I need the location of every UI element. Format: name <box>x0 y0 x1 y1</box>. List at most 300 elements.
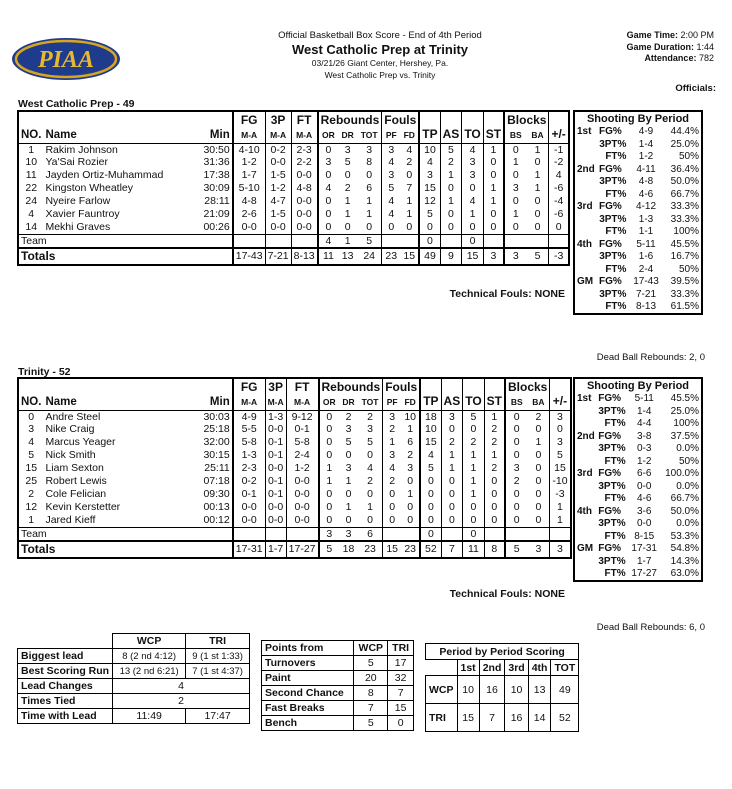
player-min: 31:36 <box>203 156 230 169</box>
stat-label: 3PT% <box>599 176 627 188</box>
period-scoring-table <box>425 643 579 732</box>
player-plus-minus: 0 <box>549 221 569 234</box>
player-ft: 0-0 <box>286 514 318 527</box>
player-fd: 2 <box>406 156 413 169</box>
stat-label: FT% <box>604 568 626 579</box>
player-ba: 0 <box>535 449 542 462</box>
period-name: 2nd <box>577 163 595 175</box>
stat-made-attempted: 1-3 <box>638 213 654 225</box>
period-label <box>574 164 599 177</box>
player-number: 4 <box>28 436 35 449</box>
col-or: OR <box>318 129 339 143</box>
stat-percentage: 36.4% <box>670 163 699 175</box>
totals-or: 5 <box>319 541 340 558</box>
stat-made-attempted: 17-31 <box>631 543 657 555</box>
stat-percentage: 100% <box>673 418 699 430</box>
stat-percentage: 66.7% <box>670 188 699 200</box>
totals-bs: 5 <box>505 541 527 558</box>
stat-percentage: 14.3% <box>670 555 699 567</box>
player-name: Cole Felician <box>45 488 107 501</box>
col-fg-ma: M-A <box>233 129 265 143</box>
box-score-table <box>17 110 570 266</box>
shooting-row <box>574 139 702 152</box>
player-plus-minus: 5 <box>550 449 571 462</box>
stat-percentage: 37.5% <box>670 430 699 442</box>
player-number: 1 <box>28 143 35 156</box>
player-dr: 1 <box>344 195 351 208</box>
player-fd: 2 <box>407 449 414 462</box>
period-label <box>574 239 599 252</box>
col-fouls: Fouls <box>382 111 420 129</box>
stat-percentage: 54.8% <box>670 543 699 555</box>
player-as: 1 <box>441 462 463 475</box>
player-st: 0 <box>483 156 504 169</box>
stat-made-attempted: 8-15 <box>634 530 655 542</box>
player-or: 0 <box>319 449 340 462</box>
shooting-row <box>574 493 702 506</box>
lead-changes-value: 4 <box>113 679 250 694</box>
player-number: 1 <box>28 514 35 526</box>
col-no: NO. <box>21 396 42 409</box>
lead-changes-label: Lead Changes <box>18 679 113 694</box>
stat-label: FT% <box>604 455 626 467</box>
player-fd: 1 <box>407 423 414 436</box>
period-team: TRI <box>426 704 458 732</box>
player-tp: 3 <box>419 169 440 182</box>
venue-line: 03/21/26 Giant Center, Hershey, Pa. <box>311 58 449 68</box>
player-st: 0 <box>483 169 504 182</box>
points-tri: 15 <box>388 701 414 716</box>
player-fd: 1 <box>406 195 413 208</box>
team-to: 0 <box>462 234 483 248</box>
period-name: 1st <box>577 126 592 138</box>
stat-label: FT% <box>605 263 627 275</box>
totals-as: 7 <box>441 541 463 558</box>
col-3p-ma: M-A <box>265 396 286 410</box>
player-dr: 2 <box>344 182 351 195</box>
team-label-wcp: West Catholic Prep - 49 <box>18 98 135 110</box>
col-pf: PF <box>382 129 400 143</box>
stat-percentage: 100% <box>673 226 699 238</box>
times-tied-value: 2 <box>113 694 250 709</box>
player-pf: 0 <box>383 488 401 501</box>
player-fd: 0 <box>406 169 413 182</box>
player-min: 00:13 <box>203 501 230 514</box>
duration-label: Game Duration: <box>626 41 694 52</box>
period-label <box>574 468 598 481</box>
player-tp: 10 <box>419 143 440 156</box>
player-min: 30:15 <box>203 449 230 462</box>
shooting-row <box>574 468 702 481</box>
player-bs: 1 <box>504 208 526 221</box>
period-name: 3rd <box>577 468 593 480</box>
player-row <box>18 462 571 475</box>
totals-pts: 49 <box>419 248 440 265</box>
shooting-row <box>574 214 702 227</box>
player-name: Xavier Fauntroy <box>45 208 120 221</box>
stat-percentage: 33.3% <box>670 288 699 300</box>
shooting-row <box>574 151 702 164</box>
stat-label: 3PT% <box>599 251 627 263</box>
totals-fg: 17-43 <box>233 248 265 265</box>
stat-made-attempted: 5-11 <box>634 393 654 405</box>
player-as: 0 <box>441 514 463 527</box>
player-row <box>18 423 571 436</box>
col-tp: TP <box>419 111 440 143</box>
player-number: 15 <box>25 462 38 475</box>
player-dr: 3 <box>344 143 351 156</box>
player-number: 12 <box>25 501 38 514</box>
dead-ball-rebounds-wcp: Dead Ball Rebounds: 2, 0 <box>596 352 705 363</box>
time-with-lead-wcp: 11:49 <box>113 709 186 724</box>
player-as: 0 <box>441 501 463 514</box>
player-tot: 6 <box>366 182 373 195</box>
player-to: 1 <box>463 475 484 488</box>
team-tp: 0 <box>419 234 440 248</box>
player-number: 3 <box>28 423 35 436</box>
stat-percentage: 0.0% <box>676 518 699 530</box>
stat-made-attempted: 1-4 <box>636 405 652 417</box>
biggest-lead-wcp: 8 (2 nd 4:12) <box>113 649 186 664</box>
player-fg: 5-5 <box>233 423 265 436</box>
player-ft: 5-8 <box>286 436 318 449</box>
player-bs: 0 <box>504 195 526 208</box>
player-tp: 0 <box>420 501 441 514</box>
player-min: 00:26 <box>203 221 230 233</box>
stat-percentage: 50% <box>678 151 699 163</box>
points-row <box>262 671 414 686</box>
player-row <box>18 410 571 423</box>
col-fd: FD <box>403 130 415 141</box>
totals-as: 9 <box>440 248 462 265</box>
player-dr: 0 <box>345 449 352 462</box>
player-number: 25 <box>25 475 38 488</box>
player-or: 0 <box>318 221 339 234</box>
period-name: 3rd <box>577 201 593 213</box>
player-dr: 0 <box>344 221 351 233</box>
player-st: 0 <box>483 208 504 221</box>
col-ft: FT <box>286 378 318 396</box>
stat-label: 3PT% <box>598 443 626 455</box>
best-run-wcp: 13 (2 nd 6:21) <box>113 664 186 679</box>
player-ba: 0 <box>534 208 541 221</box>
player-row <box>18 143 569 156</box>
player-bs: 0 <box>505 410 527 423</box>
player-row <box>18 208 569 221</box>
stat-percentage: 63.0% <box>670 568 699 579</box>
stat-percentage: 39.5% <box>670 276 699 288</box>
player-pf: 0 <box>383 514 401 527</box>
totals-pts: 52 <box>420 541 441 558</box>
player-ba: 1 <box>534 182 541 195</box>
player-or: 1 <box>319 462 340 475</box>
player-fd: 0 <box>406 221 413 233</box>
team-tot: 6 <box>367 527 373 540</box>
totals-fg: 17-31 <box>233 541 265 558</box>
col-wcp: WCP <box>113 634 186 649</box>
totals-st: 8 <box>484 541 505 558</box>
player-pf: 4 <box>382 208 400 221</box>
team-tp: 0 <box>420 527 441 541</box>
team-or: 4 <box>318 234 339 248</box>
points-tri: 17 <box>388 656 414 671</box>
player-ba: 0 <box>535 475 542 488</box>
totals-pf: 23 <box>382 248 400 265</box>
player-pf: 2 <box>383 423 401 436</box>
team-tot: 5 <box>366 234 373 247</box>
player-as: 0 <box>441 488 463 501</box>
player-tp: 10 <box>420 423 441 436</box>
player-tot: 0 <box>367 449 373 462</box>
stat-label: 3PT% <box>599 288 627 300</box>
player-ft: 0-0 <box>286 475 318 488</box>
player-bs: 3 <box>505 462 527 475</box>
player-to: 0 <box>462 182 483 195</box>
matchup-title: West Catholic Prep at Trinity <box>291 42 469 57</box>
col-tp: TP <box>420 378 441 410</box>
team-row-label: Team <box>21 527 47 540</box>
stat-label: 3PT% <box>598 555 626 567</box>
player-ft: 0-0 <box>291 221 318 234</box>
player-plus-minus: -2 <box>549 156 569 169</box>
col-blocks: Blocks <box>504 111 549 129</box>
period-label <box>574 543 598 556</box>
player-ba: 1 <box>534 169 541 182</box>
shooting-row <box>574 393 702 406</box>
player-min: 30:50 <box>203 143 230 156</box>
stat-percentage: 50.0% <box>670 505 699 517</box>
points-row <box>262 656 414 671</box>
player-min: 32:00 <box>203 436 230 449</box>
player-plus-minus: 4 <box>549 169 569 182</box>
col-ba: BA <box>532 397 545 408</box>
stat-label: 3PT% <box>598 405 626 417</box>
shooting-row <box>574 251 702 264</box>
player-3p: 0-1 <box>265 436 286 449</box>
player-ba: 0 <box>535 423 542 436</box>
player-or: 0 <box>319 488 340 501</box>
box-score-header <box>230 30 530 81</box>
period-name: 4th <box>577 505 592 517</box>
col-or: OR <box>319 396 340 410</box>
player-fd: 0 <box>407 475 414 488</box>
stat-percentage: 100.0% <box>665 468 699 480</box>
period-label <box>574 201 599 214</box>
shooting-table <box>573 377 703 582</box>
player-st: 0 <box>483 221 504 234</box>
stat-made-attempted: 4-6 <box>638 188 654 200</box>
totals-ft: 17-27 <box>286 541 318 558</box>
player-plus-minus: -6 <box>549 208 569 221</box>
player-tp: 0 <box>420 514 441 527</box>
player-as: 0 <box>441 423 463 436</box>
col-3p: 3P <box>265 378 286 396</box>
player-to: 2 <box>463 436 484 449</box>
player-plus-minus: 1 <box>550 501 571 514</box>
shooting-row <box>574 518 702 531</box>
period-label <box>574 431 598 444</box>
player-row <box>18 449 571 462</box>
player-tot: 1 <box>366 195 373 208</box>
player-row <box>18 488 571 501</box>
team-row-label: Team <box>21 234 47 247</box>
player-ft: 2-2 <box>291 156 318 169</box>
player-min: 30:09 <box>203 182 230 195</box>
times-tied-label: Times Tied <box>18 694 113 709</box>
stat-made-attempted: 17-43 <box>633 276 659 288</box>
player-or: 0 <box>319 436 340 449</box>
totals-row <box>18 248 569 265</box>
points-wcp: 7 <box>354 701 388 716</box>
player-min: 25:11 <box>204 462 230 475</box>
totals-tot: 23 <box>364 543 376 556</box>
stat-made-attempted: 17-27 <box>631 568 657 579</box>
time-with-lead-tri: 17:47 <box>186 709 250 724</box>
player-name: Nyeire Farlow <box>45 195 111 208</box>
player-st: 1 <box>483 182 504 195</box>
player-dr: 0 <box>344 169 351 182</box>
player-tot: 4 <box>367 462 373 475</box>
dead-ball-rebounds-trinity: Dead Ball Rebounds: 6, 0 <box>596 622 705 633</box>
stat-made-attempted: 0-3 <box>636 443 652 455</box>
player-ba: 0 <box>534 195 541 208</box>
col-st: ST <box>483 111 504 143</box>
points-tri: 0 <box>388 716 414 731</box>
player-bs: 0 <box>504 169 526 182</box>
player-tot: 2 <box>367 475 373 488</box>
player-as: 0 <box>440 208 462 221</box>
stat-label: 3PT% <box>598 518 626 530</box>
stat-percentage: 33.3% <box>670 213 699 225</box>
col-fd: FD <box>404 397 416 408</box>
player-fg: 5-10 <box>233 182 265 195</box>
stat-label: FT% <box>604 493 626 505</box>
player-or: 3 <box>318 156 339 169</box>
player-to: 4 <box>462 195 483 208</box>
player-3p: 1-5 <box>265 208 291 221</box>
shooting-row <box>574 531 702 544</box>
period-score: 14 <box>528 704 551 732</box>
player-fd: 3 <box>407 462 414 475</box>
player-plus-minus: -10 <box>550 475 571 488</box>
player-number: 0 <box>28 410 35 423</box>
player-tot: 0 <box>367 514 373 526</box>
player-tp: 4 <box>419 156 440 169</box>
stat-label: FT% <box>605 301 627 312</box>
team-to: 0 <box>463 527 484 541</box>
stat-percentage: 33.3% <box>670 201 699 213</box>
stat-made-attempted: 7-21 <box>635 288 656 300</box>
player-fg: 2-3 <box>233 462 265 475</box>
player-to: 5 <box>463 410 484 423</box>
player-bs: 0 <box>504 221 526 234</box>
player-ba: 1 <box>534 143 541 156</box>
stat-made-attempted: 2-4 <box>638 263 654 275</box>
player-number: 5 <box>28 449 35 462</box>
totals-pm: 3 <box>550 541 571 558</box>
shooting-table <box>573 110 703 315</box>
points-label: Paint <box>262 671 354 686</box>
player-dr: 0 <box>345 488 352 501</box>
player-ft: 0-0 <box>286 488 318 501</box>
best-run-label: Best Scoring Run <box>18 664 113 679</box>
player-fd: 7 <box>406 182 413 195</box>
col-bs: BS <box>505 396 527 410</box>
stat-made-attempted: 8-13 <box>635 301 656 312</box>
player-pf: 4 <box>383 462 401 475</box>
player-dr: 5 <box>345 436 352 449</box>
shooting-row <box>574 506 702 519</box>
stat-percentage: 61.5% <box>670 301 699 312</box>
player-fd: 10 <box>404 410 416 423</box>
player-plus-minus: 1 <box>550 514 571 527</box>
player-number: 24 <box>25 195 38 208</box>
player-3p: 0-1 <box>265 488 286 501</box>
player-name: Liam Sexton <box>45 462 104 475</box>
totals-tot: 24 <box>363 250 376 263</box>
player-ft: 2-3 <box>291 143 318 156</box>
col-plus-minus: +/- <box>550 378 571 410</box>
logo-text: PIAA <box>37 47 95 73</box>
player-ba: 1 <box>535 436 542 449</box>
col-as: AS <box>441 378 463 410</box>
player-st: 2 <box>484 462 505 475</box>
team-or: 3 <box>319 527 340 541</box>
shooting-row <box>574 431 702 444</box>
game-info <box>560 30 714 65</box>
player-fg: 0-0 <box>233 514 265 527</box>
stat-percentage: 44.4% <box>670 126 699 138</box>
stat-made-attempted: 6-6 <box>636 468 652 480</box>
period-header: TOT <box>551 660 579 676</box>
player-tot: 1 <box>367 501 373 514</box>
player-3p: 0-1 <box>265 449 286 462</box>
player-or: 0 <box>319 514 340 527</box>
totals-dr: 18 <box>342 543 355 556</box>
period-header: 2nd <box>479 660 505 676</box>
box-wcp <box>17 110 570 266</box>
player-name: Nike Craig <box>45 423 95 436</box>
player-pf: 0 <box>383 501 401 514</box>
points-col-wcp: WCP <box>354 641 388 656</box>
player-as: 2 <box>441 436 463 449</box>
player-name: Robert Lewis <box>45 475 107 488</box>
player-to: 0 <box>463 501 484 514</box>
col-plus-minus: +/- <box>549 111 569 143</box>
period-score: 52 <box>551 704 579 732</box>
player-bs: 0 <box>505 488 527 501</box>
shooting-row <box>574 556 702 569</box>
points-row <box>262 686 414 701</box>
player-or: 0 <box>319 423 340 436</box>
player-tp: 0 <box>419 221 440 234</box>
points-label: Second Chance <box>262 686 354 701</box>
player-row <box>18 475 571 488</box>
team-label-trinity: Trinity - 52 <box>18 366 71 378</box>
stat-label: FT% <box>605 188 627 200</box>
period-score: 16 <box>505 704 528 732</box>
shooting-title: Shooting By Period <box>586 113 690 125</box>
stat-made-attempted: 3-6 <box>636 505 652 517</box>
player-name: Jayden Ortiz-Muhammad <box>45 169 164 182</box>
player-name: Rakim Johnson <box>45 143 118 156</box>
player-3p: 1-2 <box>265 182 291 195</box>
stat-label: FG% <box>598 126 622 138</box>
shooting-row <box>574 543 702 556</box>
player-ba: 0 <box>535 488 542 501</box>
player-pf: 0 <box>382 221 400 234</box>
player-3p: 1-5 <box>265 169 291 182</box>
